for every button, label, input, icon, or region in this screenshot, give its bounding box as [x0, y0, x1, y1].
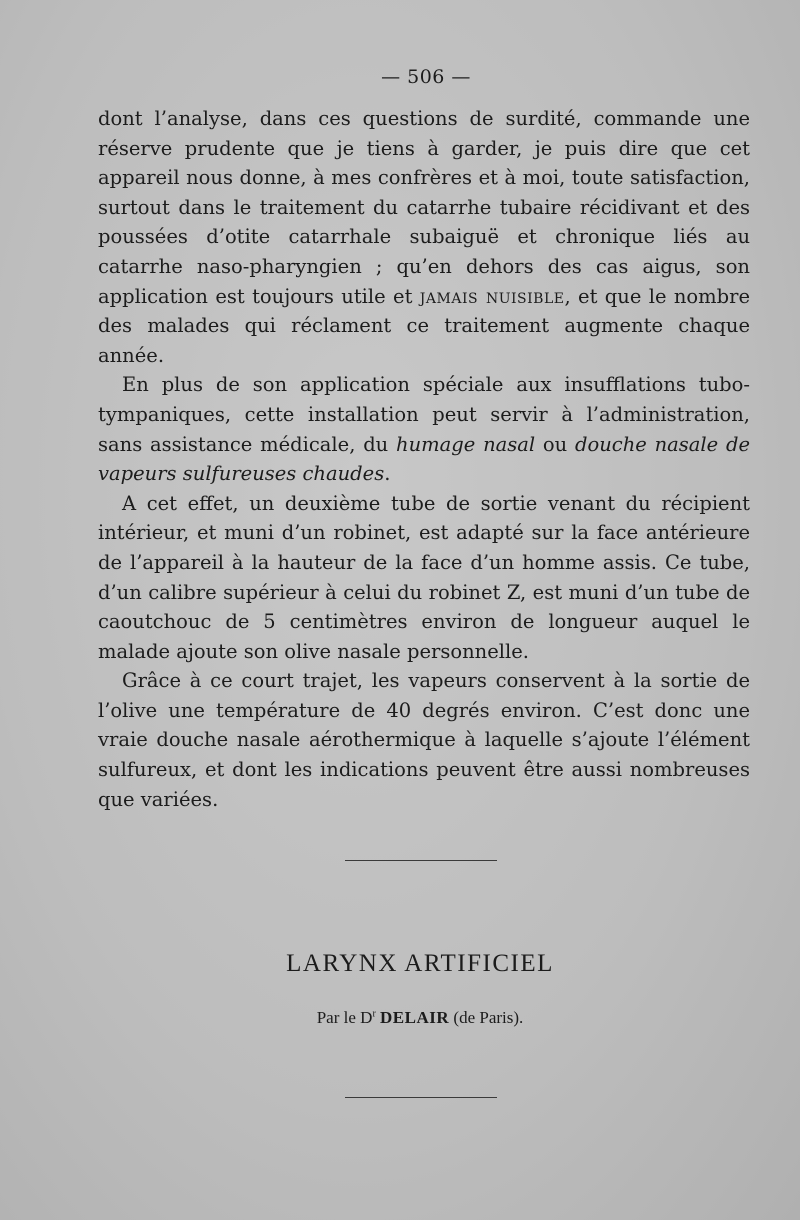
- p1-text-b: , et que le nombre des malades qui réclament ce traitement augmente chaque année.: [98, 284, 750, 367]
- p1-smallcaps-text: jamais nuisible: [419, 284, 565, 308]
- p2-text-c: .: [384, 462, 391, 486]
- byline: [0, 1008, 800, 1028]
- byline-prefix: Par le D: [316, 1008, 373, 1027]
- p2-text-a: En plus de son application spéciale aux insufflations tubo-tympaniques, cette installation peut servir à l’administration, sans assistance médicale, du: [98, 373, 750, 456]
- section-divider-top: [345, 860, 497, 861]
- p2-text-b: ou: [535, 432, 576, 456]
- p1-text-a: dont l’analyse, dans ces questions de surdité, commande une réserve prudente que je tiens à garder, je puis dire que cet appareil nous donne, à mes confrères et à moi, toute satisfaction, surtout dans le traitement du catarrhe tubaire récidivant et des poussées d’otite catarrhale subaiguë et chronique liés au catarrhe naso-pharyngien ; qu’en dehors des cas aigus, son application est toujours utile et: [98, 107, 750, 308]
- p2-italic-b: douche nasale de vapeurs sulfureuses chaudes: [98, 432, 751, 486]
- paragraph-2: [98, 370, 750, 488]
- paragraph-4: [98, 666, 750, 814]
- p3-text: A cet effet, un deuxième tube de sortie venant du récipient intérieur, et muni d’un robinet, est adapté sur la face antérieure de l’appareil à la hauteur de la face d’un homme assis. Ce tube, d’un calibre supérieur à celui du robinet Z, est muni d’un tube de caoutchouc de 5 centimètres environ de longueur auquel le malade ajoute son olive nasale personnelle.: [98, 491, 750, 663]
- paragraph-3: [98, 489, 750, 667]
- body-text: [98, 104, 750, 814]
- byline-suffix: (de Paris).: [453, 1008, 524, 1027]
- author-name: DELAIR: [380, 1008, 450, 1027]
- p4-text: Grâce à ce court trajet, les vapeurs conservent à la sortie de l’olive une température de 40 degrés environ. C’est donc une vraie douche nasale aérothermique à laquelle s’ajoute l’élément sulfureux, et dont les indications peuvent être aussi nombreuses que variées.: [98, 669, 750, 811]
- page-number: — 506 —: [381, 66, 471, 88]
- p2-italic-a: humage nasal: [396, 432, 536, 456]
- article-title: LARYNX ARTIFICIEL: [286, 950, 554, 977]
- section-divider-bottom: [345, 1097, 497, 1098]
- byline-sup: r: [372, 1008, 376, 1020]
- paragraph-1: [98, 104, 750, 370]
